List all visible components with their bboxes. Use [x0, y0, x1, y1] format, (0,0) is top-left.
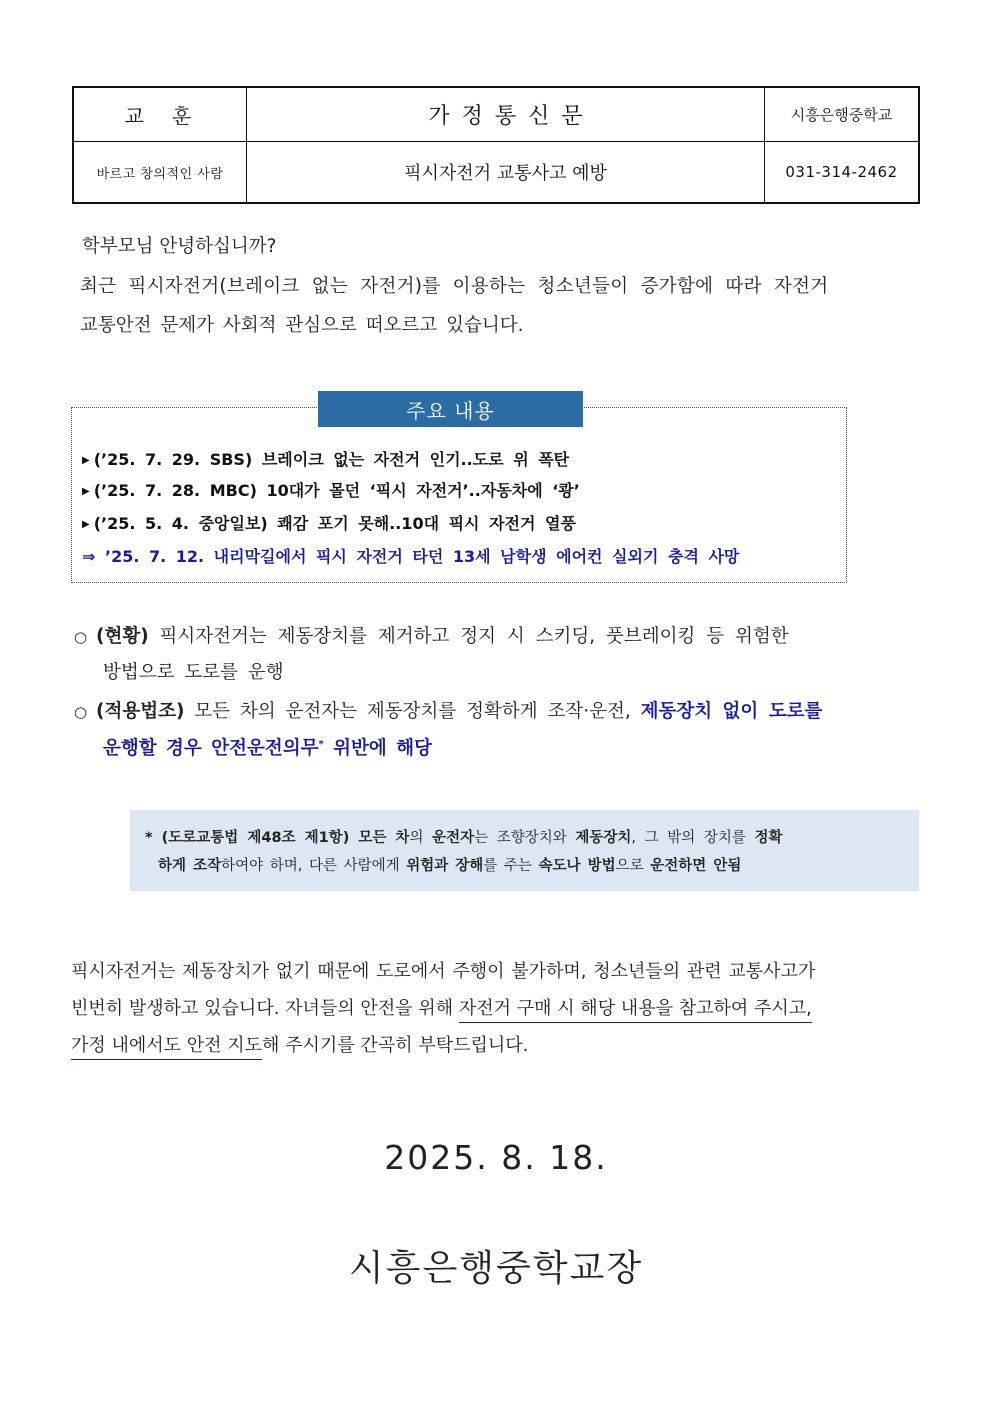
news-highlight: ⇒ ’25. 7. 12. 내리막길에서 픽시 자전거 타던 13세 남학생 에어컨 실외기 충격 사망 [82, 547, 740, 566]
status-law: ○ (적용법조) 모든 차의 운전자는 제동장치를 정확하게 조작·운전, 제동장치 없이 도로를 [74, 701, 823, 722]
status-current: ○ (현황) 픽시자전거는 제동장치를 제거하고 정지 시 스키딩, 풋브레이킹 등 위험한 [74, 626, 789, 647]
triangle-bullet-icon: ▶ [82, 455, 90, 466]
document-title: 가정통신문 [247, 88, 765, 142]
intro-line-2: 교통안전 문제가 사회적 관심으로 떠오르고 있습니다. [80, 315, 524, 336]
law-note-box [130, 810, 919, 891]
motto-value: 바르고 창의적인 사람 [74, 142, 247, 202]
law-note-line-1: * (도로교통법 제48조 제1항) 모든 차의 운전자는 조향장치와 제동장치, 그 밖의 장치를 정확 [145, 830, 783, 846]
motto-label: 교훈 [74, 88, 247, 142]
document-date: 2025. 8. 18. [384, 1138, 608, 1177]
principal-signature: 시흥은행중학교장 [348, 1248, 644, 1289]
circle-bullet-icon: ○ [74, 628, 88, 646]
header-table [72, 86, 920, 204]
law-label: (적용법조) [96, 701, 185, 722]
triangle-bullet-icon: ▶ [82, 486, 90, 497]
news-item: ▶ (’25. 7. 28. MBC) 10대가 몰던 ‘픽시 자전거’..자동차에 ‘쾅’ [82, 481, 580, 500]
phone-number: 031-314-2462 [785, 163, 898, 181]
news-item: ▶ (’25. 7. 29. SBS) 브레이크 없는 자전거 인기..도로 위 폭탄 [82, 450, 570, 469]
news-heading: 주요 내용 [318, 391, 583, 427]
closing-line-2: 빈번히 발생하고 있습니다. 자녀들의 안전을 위해 자전거 구매 시 해당 내용을 참고하여 주시고, [71, 994, 812, 1020]
closing-line-3: 가정 내에서도 안전 지도해 주시기를 간곡히 부탁드립니다. [71, 1031, 528, 1057]
status-current-cont: 방법으로 도로를 운행 [103, 662, 284, 683]
greeting: 학부모님 안녕하십니까? [82, 236, 277, 257]
intro-line-1: 최근 픽시자전거(브레이크 없는 자전거)를 이용하는 청소년들이 증가함에 따라 자전거 [80, 276, 829, 297]
law-note-line-2: 하게 조작하여야 하며, 다른 사람에게 위험과 장해를 주는 속도나 방법으로 운전하면 안됨 [158, 858, 742, 874]
arrow-icon: ⇒ [82, 547, 96, 566]
subject-title: 픽시자전거 교통사고 예방 [247, 142, 765, 202]
circle-bullet-icon: ○ [74, 703, 88, 721]
triangle-bullet-icon: ▶ [82, 519, 90, 530]
current-label: (현황) [96, 626, 149, 647]
school-name: 시흥은행중학교 [765, 88, 918, 142]
status-law-cont: 운행할 경우 안전운전의무* 위반에 해당 [103, 738, 432, 759]
closing-line-1: 픽시자전거는 제동장치가 없기 때문에 도로에서 주행이 불가하며, 청소년들의 관련 교통사고가 [71, 961, 816, 982]
news-item: ▶ (’25. 5. 4. 중앙일보) 쾌감 포기 못해..10대 픽시 자전거 열풍 [82, 514, 576, 533]
